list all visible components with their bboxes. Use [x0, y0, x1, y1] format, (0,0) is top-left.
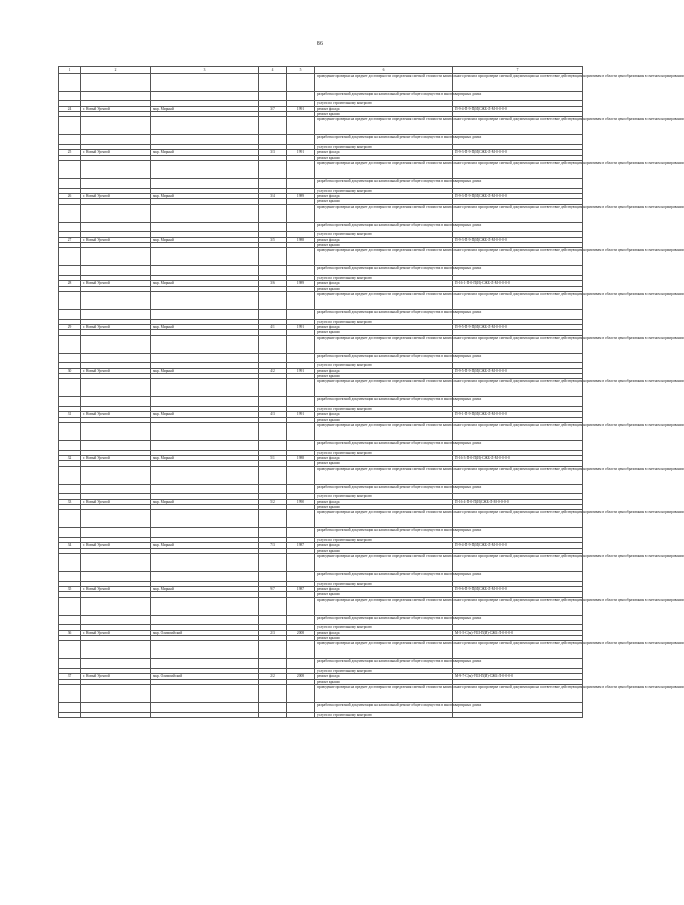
year-cell: 1987 — [287, 543, 315, 548]
work-review: проведение проверки на предмет достоверности определения сметной стоимости капитального ремонта при проверке сметной документации на соответствие действующим нормативам в области ценообразования в сметном нормировании — [315, 641, 453, 659]
work-review: проведение проверки на предмет достоверности определения сметной стоимости капитального ремонта при проверке сметной документации на соответствие действующим нормативам в области ценообразования в сметном нормировании — [315, 73, 453, 91]
code-cell: П-16-3-П-0-П(И)-СЖБ-Л-М-0-0-0-0 — [453, 455, 583, 460]
code-cell: П-9-5-П-9-П(И)СЖБ-Л-М-0-0-0-0 — [453, 368, 583, 373]
city-cell: г. Новый Уренгой — [81, 237, 151, 242]
year-cell: 1989 — [287, 193, 315, 198]
work-control: услуги по строительному контролю — [315, 232, 453, 237]
work-roof: ремонт крыши — [315, 155, 453, 160]
house-cell: 4/2 — [259, 368, 287, 373]
row-number: 28 — [59, 281, 81, 286]
work-review: проведение проверки на предмет достоверности определения сметной стоимости капитального ремонта при проверке сметной документации на соответствие действующим нормативам в области ценообразования в сметном нормировании — [315, 335, 453, 353]
work-control: услуги по строительному контролю — [315, 712, 453, 717]
street-cell: мкр. Мирный — [151, 106, 259, 111]
table-subrow — [59, 553, 583, 571]
street-cell: мкр. Мирный — [151, 455, 259, 460]
work-roof: ремонт крыши — [315, 330, 453, 335]
table-subrow — [59, 422, 583, 440]
row-number: 26 — [59, 193, 81, 198]
work-review: проведение проверки на предмет достоверности определения сметной стоимости капитального ремонта при проверке сметной документации на соответствие действующим нормативам в области ценообразования в сметном нормировании — [315, 248, 453, 266]
table-subrow — [59, 510, 583, 528]
work-facade: ремонт фасада — [315, 106, 453, 111]
continuation-row — [59, 91, 583, 101]
work-control: услуги по строительному контролю — [315, 144, 453, 149]
work-facade: ремонт фасада — [315, 630, 453, 635]
street-cell: мкр. Мирный — [151, 281, 259, 286]
work-roof: ремонт крыши — [315, 242, 453, 247]
work-control: услуги по строительному контролю — [315, 538, 453, 543]
table-subrow — [59, 572, 583, 582]
year-cell: 1991 — [287, 106, 315, 111]
house-cell: 3/7 — [259, 106, 287, 111]
city-cell: г. Новый Уренгой — [81, 324, 151, 329]
street-cell: мкр. Мирный — [151, 412, 259, 417]
work-control: услуги по строительному контролю — [315, 319, 453, 324]
work-control: услуги по строительному контролю — [315, 494, 453, 499]
house-cell: 2/3 — [259, 630, 287, 635]
work-facade: ремонт фасада — [315, 193, 453, 198]
continuation-row — [59, 73, 583, 91]
code-cell: П-9-3-П-9-П(И)СЖБ-Л-М-0-0-0-0 — [453, 193, 583, 198]
house-cell: 3/6 — [259, 281, 287, 286]
table-subrow — [59, 441, 583, 451]
work-facade: ремонт фасада — [315, 412, 453, 417]
work-roof: ремонт крыши — [315, 679, 453, 684]
year-cell: 1989 — [287, 281, 315, 286]
work-design: разработка проектной документации на капитальный ремонт общего имущества в многоквартирных домах — [315, 615, 453, 625]
year-cell: 1990 — [287, 499, 315, 504]
work-review: проведение проверки на предмет достоверности определения сметной стоимости капитального ремонта при проверке сметной документации на соответствие действующим нормативам в области ценообразования в сметном нормировании — [315, 553, 453, 571]
year-cell: 1991 — [287, 412, 315, 417]
col-header-7: 7 — [453, 67, 583, 74]
street-cell: мкр. Мирный — [151, 237, 259, 242]
code-cell: П-16-4-П-0-П(И)СЖБ-Л-М-0-0-0-0 — [453, 499, 583, 504]
work-design: разработка проектной документации на капитальный ремонт общего имущества в многоквартирных домах — [315, 528, 453, 538]
row-number: 32 — [59, 455, 81, 460]
work-facade: ремонт фасада — [315, 499, 453, 504]
work-review: проведение проверки на предмет достоверности определения сметной стоимости капитального ремонта при проверке сметной документации на соответствие действующим нормативам в области ценообразования в сметном нормировании — [315, 379, 453, 397]
work-roof: ремонт крыши — [315, 199, 453, 204]
table-subrow — [59, 659, 583, 669]
city-cell: г. Новый Уренгой — [81, 106, 151, 111]
code-cell: П-9-6-П-9-П(И)СЖБ-Л-М-0-0-0-0 — [453, 586, 583, 591]
work-design: разработка проектной документации на капитальный ремонт общего имущества в многоквартирных домах — [315, 91, 453, 101]
work-review: проведение проверки на предмет достоверности определения сметной стоимости капитального ремонта при проверке сметной документации на соответствие действующим нормативам в области ценообразования в сметном нормировании — [315, 204, 453, 222]
work-facade: ремонт фасада — [315, 586, 453, 591]
col-header-2: 2 — [81, 67, 151, 74]
year-cell: 1991 — [287, 368, 315, 373]
col-header-3: 3 — [151, 67, 259, 74]
city-cell: г. Новый Уренгой — [81, 193, 151, 198]
table-subrow — [59, 222, 583, 232]
city-cell: г. Новый Уренгой — [81, 543, 151, 548]
table-subrow — [59, 684, 583, 702]
table-subrow — [59, 291, 583, 309]
house-cell: 3/5 — [259, 237, 287, 242]
work-review: проведение проверки на предмет достоверности определения сметной стоимости капитального ремонта при проверке сметной документации на соответствие действующим нормативам в области ценообразования в сметном нормировании — [315, 291, 453, 309]
work-control: услуги по строительному контролю — [315, 101, 453, 106]
code-cell: П-9-3-П-9-П(И)СЖБ-Л-М-0-0-0-0 — [453, 237, 583, 242]
house-cell: 5/2 — [259, 499, 287, 504]
work-roof: ремонт крыши — [315, 461, 453, 466]
col-header-1: 1 — [59, 67, 81, 74]
work-review: проведение проверки на предмет достоверности определения сметной стоимости капитального ремонта при проверке сметной документации на соответствие действующим нормативам в области ценообразования в сметном нормировании — [315, 597, 453, 615]
row-number: 35 — [59, 586, 81, 591]
work-facade: ремонт фасада — [315, 368, 453, 373]
work-roof: ремонт крыши — [315, 111, 453, 116]
city-cell: г. Новый Уренгой — [81, 368, 151, 373]
house-cell: 4/1 — [259, 324, 287, 329]
year-cell: 1991 — [287, 150, 315, 155]
city-cell: г. Новый Уренгой — [81, 455, 151, 460]
col-header-4: 4 — [259, 67, 287, 74]
page-number: 86 — [316, 41, 324, 47]
city-cell: г. Новый Уренгой — [81, 281, 151, 286]
work-roof: ремонт крыши — [315, 373, 453, 378]
work-facade: ремонт фасада — [315, 674, 453, 679]
street-cell: мкр. Олимпийский — [151, 630, 259, 635]
code-cell: П-9-1-П-9-П(И)СЖБ-Л-М-0-0-0-0 — [453, 412, 583, 417]
house-cell: 5/1 — [259, 455, 287, 460]
work-roof: ремонт крыши — [315, 548, 453, 553]
work-design: разработка проектной документации на капитальный ремонт общего имущества в многоквартирных домах — [315, 266, 453, 276]
work-control: услуги по строительному контролю — [315, 363, 453, 368]
table-subrow — [59, 397, 583, 407]
table-subrow — [59, 117, 583, 135]
work-design: разработка проектной документации на капитальный ремонт общего имущества в многоквартирных домах — [315, 310, 453, 320]
work-facade: ремонт фасада — [315, 281, 453, 286]
work-design: разработка проектной документации на капитальный ремонт общего имущества в многоквартирных домах — [315, 572, 453, 582]
house-cell: 3/4 — [259, 193, 287, 198]
table-subrow — [59, 335, 583, 353]
code-cell: П-16-1-П-0-П(И)-СЖБ-Л-М-0-0-0-0 — [453, 281, 583, 286]
street-cell: мкр. Олимпийский — [151, 674, 259, 679]
work-control: услуги по строительному контролю — [315, 581, 453, 586]
year-cell: 1991 — [287, 324, 315, 329]
work-design: разработка проектной документации на капитальный ремонт общего имущества в многоквартирных домах — [315, 397, 453, 407]
table-subrow — [59, 379, 583, 397]
code-cell: П-9-4-П-9-П(И)СЖБ-Л-М-0-0-0-0 — [453, 543, 583, 548]
city-cell: г. Новый Уренгой — [81, 412, 151, 417]
work-design: разработка проектной документации на капитальный ремонт общего имущества в многоквартирных домах — [315, 135, 453, 145]
work-roof: ремонт крыши — [315, 635, 453, 640]
year-cell: 1988 — [287, 455, 315, 460]
house-cell: 9/7 — [259, 586, 287, 591]
table-subrow — [59, 703, 583, 713]
work-control: услуги по строительному контролю — [315, 625, 453, 630]
house-cell: 2/2 — [259, 674, 287, 679]
year-cell: 1988 — [287, 237, 315, 242]
work-facade: ремонт фасада — [315, 455, 453, 460]
house-cell: 3/3 — [259, 150, 287, 155]
work-design: разработка проектной документации на капитальный ремонт общего имущества в многоквартирных домах — [315, 659, 453, 669]
year-cell: 2008 — [287, 674, 315, 679]
street-cell: мкр. Мирный — [151, 150, 259, 155]
year-cell: 1987 — [287, 586, 315, 591]
code-cell: П-9-5-П-9-П(И)СЖБ-Л-М-0-0-0-0 — [453, 324, 583, 329]
row-number: 37 — [59, 674, 81, 679]
col-header-6: 6 — [315, 67, 453, 74]
work-roof: ремонт крыши — [315, 417, 453, 422]
work-design: разработка проектной документации на капитальный ремонт общего имущества в многоквартирных домах — [315, 441, 453, 451]
table-subrow — [59, 160, 583, 178]
street-cell: мкр. Мирный — [151, 499, 259, 504]
table-subrow — [59, 266, 583, 276]
work-roof: ремонт крыши — [315, 592, 453, 597]
house-cell: 7/3 — [259, 543, 287, 548]
city-cell: г. Новый Уренгой — [81, 586, 151, 591]
work-roof: ремонт крыши — [315, 286, 453, 291]
table-subrow — [59, 641, 583, 659]
table-subrow — [59, 179, 583, 189]
street-cell: мкр. Мирный — [151, 324, 259, 329]
work-control: услуги по строительному контролю — [315, 450, 453, 455]
row-number: 25 — [59, 150, 81, 155]
table-subrow — [59, 712, 583, 717]
work-review: проведение проверки на предмет достоверности определения сметной стоимости капитального ремонта при проверке сметной документации на соответствие действующим нормативам в области ценообразования в сметном нормировании — [315, 466, 453, 484]
work-review: проведение проверки на предмет достоверности определения сметной стоимости капитального ремонта при проверке сметной документации на соответствие действующим нормативам в области ценообразования в сметном нормировании — [315, 160, 453, 178]
code-cell: М-5-5-С(м)-УШ-П(И)-СЖБ-Л-0-0-0-0 — [453, 630, 583, 635]
year-cell: 2008 — [287, 630, 315, 635]
work-facade: ремонт фасада — [315, 150, 453, 155]
work-design: разработка проектной документации на капитальный ремонт общего имущества в многоквартирных домах — [315, 703, 453, 713]
city-cell: г. Новый Уренгой — [81, 674, 151, 679]
work-facade: ремонт фасада — [315, 543, 453, 548]
row-number: 34 — [59, 543, 81, 548]
repair-register-table — [58, 66, 684, 718]
table-subrow — [59, 528, 583, 538]
table-subrow — [59, 466, 583, 484]
work-control: услуги по строительному контролю — [315, 188, 453, 193]
row-number: 30 — [59, 368, 81, 373]
work-design: разработка проектной документации на капитальный ремонт общего имущества в многоквартирных домах — [315, 179, 453, 189]
row-number: 31 — [59, 412, 81, 417]
table-subrow — [59, 135, 583, 145]
table-subrow — [59, 597, 583, 615]
work-control: услуги по строительному контролю — [315, 275, 453, 280]
work-roof: ремонт крыши — [315, 504, 453, 509]
street-cell: мкр. Мирный — [151, 586, 259, 591]
row-number: 33 — [59, 499, 81, 504]
code-cell: П-9-3-П-9-П(И)СЖБ-Л-М-0-0-0-0 — [453, 150, 583, 155]
code-cell: П-9-4-П-9-П(И)СЖБ-Л-М-0-0-0-0 — [453, 106, 583, 111]
table-subrow — [59, 615, 583, 625]
work-design: разработка проектной документации на капитальный ремонт общего имущества в многоквартирных домах — [315, 222, 453, 232]
city-cell: г. Новый Уренгой — [81, 499, 151, 504]
house-cell: 4/3 — [259, 412, 287, 417]
work-facade: ремонт фасада — [315, 237, 453, 242]
col-header-5: 5 — [287, 67, 315, 74]
work-facade: ремонт фасада — [315, 324, 453, 329]
table-subrow — [59, 310, 583, 320]
city-cell: г. Новый Уренгой — [81, 630, 151, 635]
row-number: 29 — [59, 324, 81, 329]
code-cell: М-9-7-С(м)-УШ-П(И)-СЖБ-Л-0-0-0-0 — [453, 674, 583, 679]
work-review: проведение проверки на предмет достоверности определения сметной стоимости капитального ремонта при проверке сметной документации на соответствие действующим нормативам в области ценообразования в сметном нормировании — [315, 117, 453, 135]
street-cell: мкр. Мирный — [151, 193, 259, 198]
street-cell: мкр. Мирный — [151, 368, 259, 373]
work-review: проведение проверки на предмет достоверности определения сметной стоимости капитального ремонта при проверке сметной документации на соответствие действующим нормативам в области ценообразования в сметном нормировании — [315, 684, 453, 702]
work-control: услуги по строительному контролю — [315, 669, 453, 674]
work-review: проведение проверки на предмет достоверности определения сметной стоимости капитального ремонта при проверке сметной документации на соответствие действующим нормативам в области ценообразования в сметном нормировании — [315, 510, 453, 528]
work-review: проведение проверки на предмет достоверности определения сметной стоимости капитального ремонта при проверке сметной документации на соответствие действующим нормативам в области ценообразования в сметном нормировании — [315, 422, 453, 440]
city-cell: г. Новый Уренгой — [81, 150, 151, 155]
table-subrow — [59, 204, 583, 222]
work-design: разработка проектной документации на капитальный ремонт общего имущества в многоквартирных домах — [315, 484, 453, 494]
table-subrow — [59, 353, 583, 363]
row-number: 24 — [59, 106, 81, 111]
table-subrow — [59, 248, 583, 266]
row-number: 36 — [59, 630, 81, 635]
street-cell: мкр. Мирный — [151, 543, 259, 548]
row-number: 27 — [59, 237, 81, 242]
work-design: разработка проектной документации на капитальный ремонт общего имущества в многоквартирных домах — [315, 353, 453, 363]
work-control: услуги по строительному контролю — [315, 406, 453, 411]
table-subrow — [59, 484, 583, 494]
